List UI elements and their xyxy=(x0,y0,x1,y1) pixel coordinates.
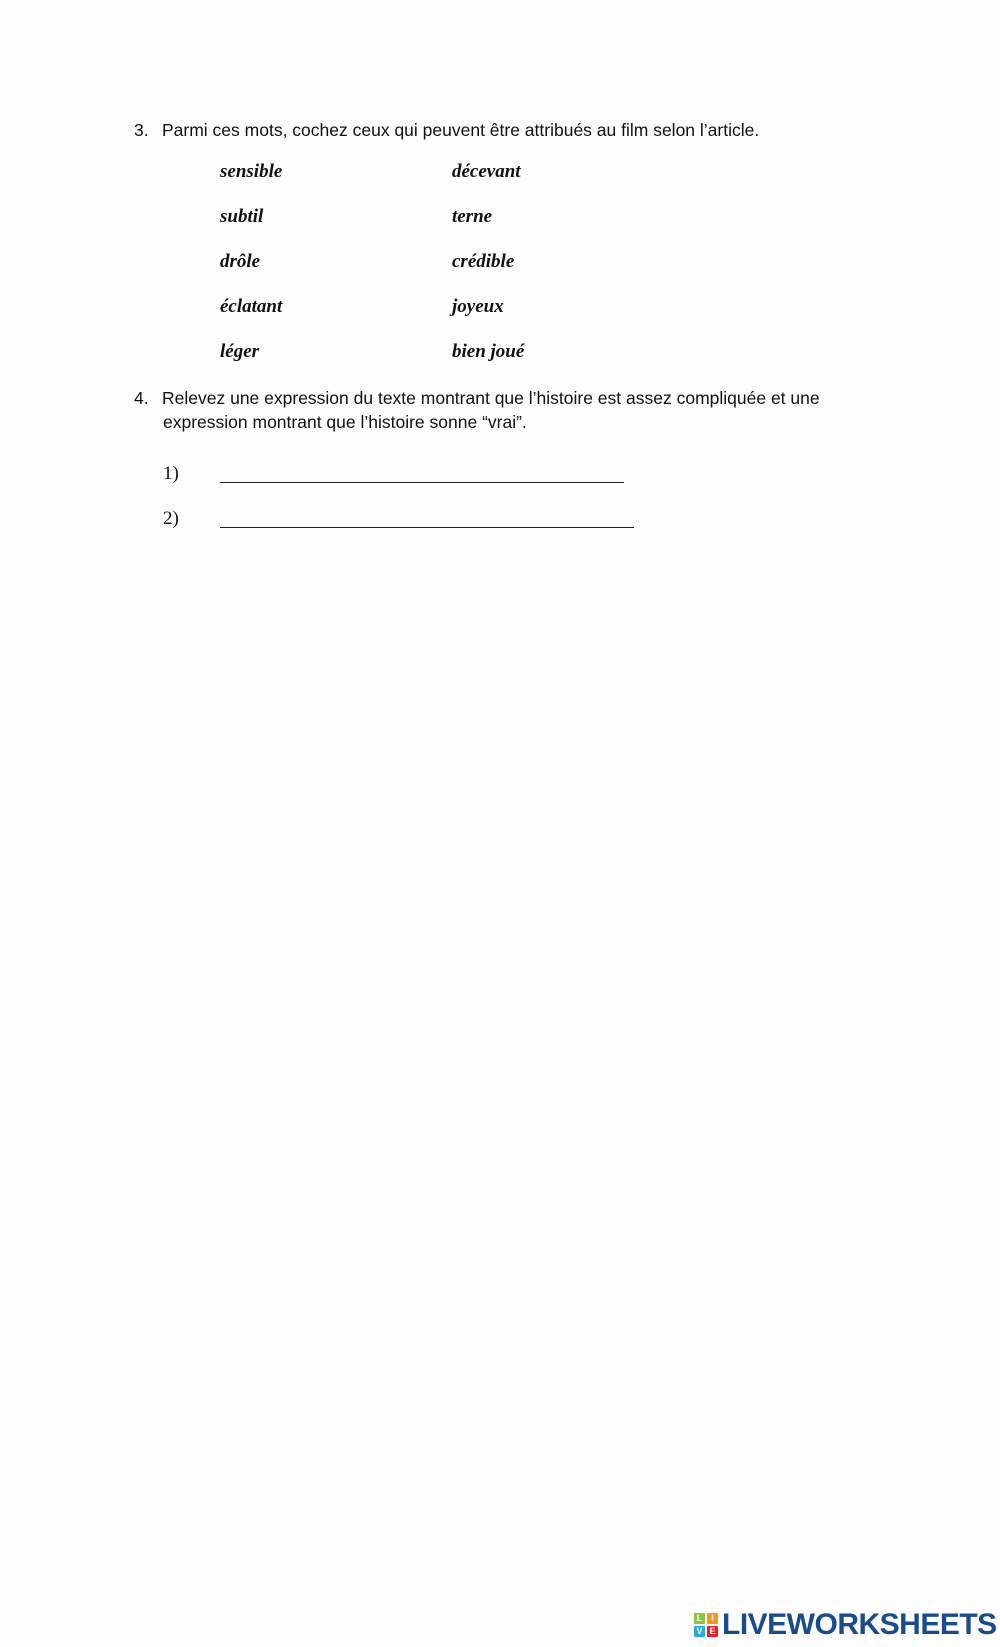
option-word[interactable]: bien joué xyxy=(452,341,525,362)
question-4-text-line-2: expression montrant que l’histoire sonne “vrai”. xyxy=(163,412,527,432)
logo-grid-icon xyxy=(694,1613,718,1637)
logo-cell-v: V xyxy=(694,1626,705,1637)
option-word[interactable]: décevant xyxy=(452,161,521,182)
option-word[interactable]: joyeux xyxy=(452,296,504,317)
logo-cell-l: L xyxy=(694,1613,705,1624)
logo-text: LIVEWORKSHEETS xyxy=(722,1608,997,1641)
answer-blank-1[interactable] xyxy=(220,482,624,483)
answer-blank-2[interactable] xyxy=(220,527,634,528)
option-word[interactable]: léger xyxy=(220,341,260,362)
question-4-text-line-1: Relevez une expression du texte montrant que l’histoire est assez compliquée et une xyxy=(162,388,820,408)
logo-cell-e: E xyxy=(707,1626,718,1637)
question-3-text: Parmi ces mots, cochez ceux qui peuvent être attribués au film selon l’article. xyxy=(162,120,760,140)
question-4-number: 4. xyxy=(134,388,149,408)
option-word[interactable]: terne xyxy=(452,206,493,227)
option-word[interactable]: crédible xyxy=(452,251,515,272)
option-word[interactable]: subtil xyxy=(220,206,264,227)
option-word[interactable]: drôle xyxy=(220,251,261,272)
question-3-prompt xyxy=(134,118,759,142)
question-4-prompt xyxy=(134,386,820,410)
answer-label-1: 1) xyxy=(163,463,179,484)
option-word[interactable]: éclatant xyxy=(220,296,283,317)
question-3-number: 3. xyxy=(134,120,149,140)
liveworksheets-logo xyxy=(694,1610,997,1640)
logo-cell-i: I xyxy=(707,1613,718,1624)
answer-label-2: 2) xyxy=(163,508,179,529)
option-word[interactable]: sensible xyxy=(220,161,283,182)
